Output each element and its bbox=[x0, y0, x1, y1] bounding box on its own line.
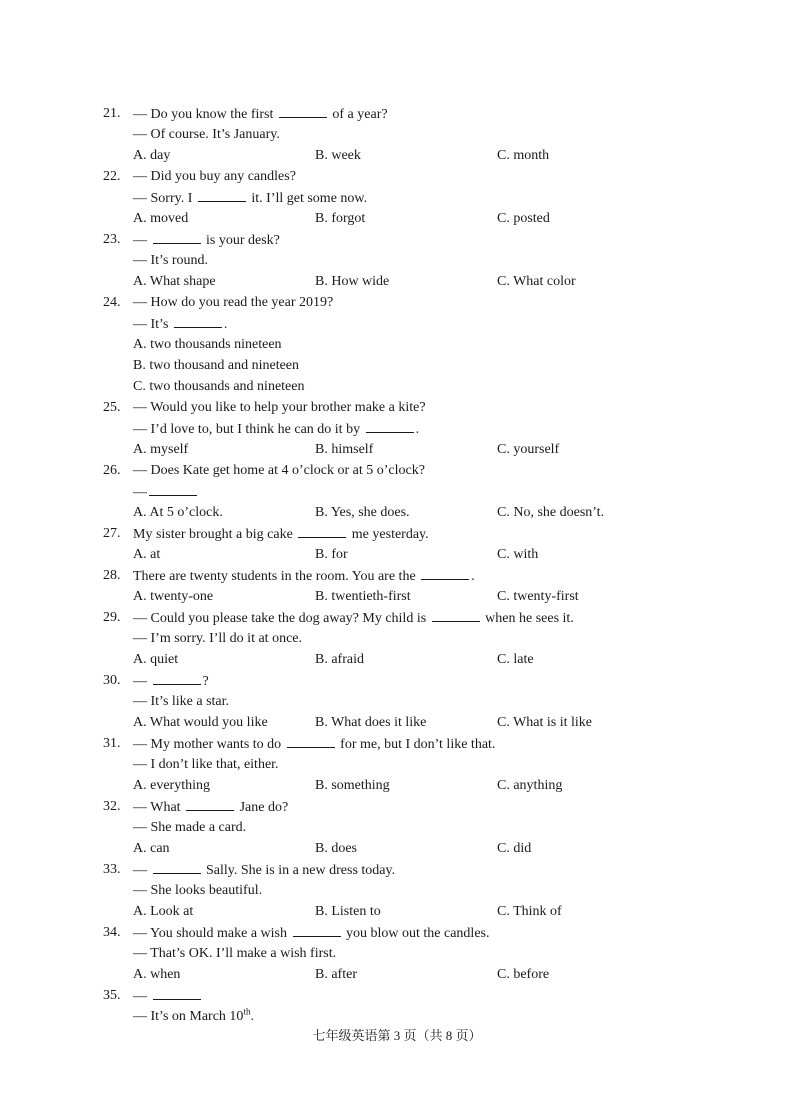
option-b[interactable]: B. week bbox=[315, 148, 361, 163]
question-text: — It’s on March 10 bbox=[133, 1009, 244, 1024]
answer-blank bbox=[432, 607, 480, 622]
question-line bbox=[133, 103, 388, 124]
option-c[interactable]: C. with bbox=[497, 547, 539, 562]
question-text: is your desk? bbox=[202, 233, 280, 248]
question-line bbox=[133, 565, 475, 586]
question-line bbox=[133, 481, 199, 502]
question-line bbox=[133, 313, 227, 334]
question-text: — I’m sorry. I’ll do it at once. bbox=[133, 631, 302, 646]
question-number: 22. bbox=[103, 169, 121, 184]
question-line bbox=[133, 418, 419, 439]
question-text: . bbox=[415, 422, 420, 437]
question-text: — You should make a wish bbox=[133, 926, 291, 941]
option-a[interactable]: A. quiet bbox=[133, 652, 179, 667]
option-a[interactable]: A. Look at bbox=[133, 904, 194, 919]
question-text: — I’d love to, but I think he can do it by bbox=[133, 422, 364, 437]
question-line bbox=[133, 229, 280, 250]
answer-blank bbox=[366, 418, 414, 433]
option-a[interactable]: A. What would you like bbox=[133, 715, 268, 730]
option-b[interactable]: B. How wide bbox=[315, 274, 390, 289]
question-line bbox=[133, 292, 333, 313]
question-number: 35. bbox=[103, 988, 121, 1003]
question-text: — My mother wants to do bbox=[133, 737, 285, 752]
question-text: Sally. She is in a new dress today. bbox=[202, 863, 396, 878]
question-text: — That’s OK. I’ll make a wish first. bbox=[133, 946, 337, 961]
question-text: ? bbox=[202, 674, 209, 689]
question-line bbox=[133, 523, 429, 544]
option-a[interactable]: A. everything bbox=[133, 778, 210, 793]
question-text: — What bbox=[133, 800, 185, 815]
question-text: of a year? bbox=[328, 107, 388, 122]
question-line bbox=[133, 859, 395, 880]
question-number: 32. bbox=[103, 799, 121, 814]
question-line bbox=[133, 733, 495, 754]
question-text: — It’s like a star. bbox=[133, 694, 230, 709]
question-number: 25. bbox=[103, 400, 121, 415]
question-text: — She looks beautiful. bbox=[133, 883, 263, 898]
question-text: — How do you read the year 2019? bbox=[133, 295, 334, 310]
option-b[interactable]: B. afraid bbox=[315, 652, 364, 667]
question-text: — It’s bbox=[133, 317, 172, 332]
question-text: — bbox=[133, 989, 151, 1004]
option-c[interactable]: C. What is it like bbox=[497, 715, 593, 730]
question-line bbox=[133, 628, 302, 649]
question-text: — Would you like to help your brother make a kite? bbox=[133, 400, 426, 415]
question-text: — bbox=[133, 863, 151, 878]
answer-blank bbox=[153, 229, 201, 244]
option-b[interactable]: B. Yes, she does. bbox=[315, 505, 410, 520]
question-text: — Could you please take the dog away? My child is bbox=[133, 611, 430, 626]
option-b[interactable]: B. something bbox=[315, 778, 390, 793]
option-a[interactable]: A. day bbox=[133, 148, 171, 163]
option-b[interactable]: B. after bbox=[315, 967, 357, 982]
question-line bbox=[133, 166, 296, 187]
option-b[interactable]: B. twentieth-first bbox=[315, 589, 411, 604]
option-b[interactable]: B. himself bbox=[315, 442, 374, 457]
question-line bbox=[133, 691, 229, 712]
answer-blank bbox=[149, 481, 197, 496]
option-a[interactable]: A. myself bbox=[133, 442, 189, 457]
question-number: 29. bbox=[103, 610, 121, 625]
question-text: — bbox=[133, 485, 147, 500]
answer-blank bbox=[153, 859, 201, 874]
option-a[interactable]: A. can bbox=[133, 841, 170, 856]
option-c[interactable]: C. before bbox=[497, 967, 550, 982]
answer-blank bbox=[153, 670, 201, 685]
option-c[interactable]: C. yourself bbox=[497, 442, 560, 457]
question-text: — bbox=[133, 674, 151, 689]
option-b[interactable]: B. for bbox=[315, 547, 348, 562]
answer-blank bbox=[198, 187, 246, 202]
question-line bbox=[133, 250, 208, 271]
question-number: 31. bbox=[103, 736, 121, 751]
option-a[interactable]: A. What shape bbox=[133, 274, 216, 289]
option-a[interactable]: A. at bbox=[133, 547, 161, 562]
question-line bbox=[133, 460, 425, 481]
question-line bbox=[133, 817, 246, 838]
question-text: My sister brought a big cake bbox=[133, 527, 297, 542]
question-line bbox=[133, 880, 262, 901]
question-number: 33. bbox=[103, 862, 121, 877]
question-text: Jane do? bbox=[236, 800, 289, 815]
option-a[interactable]: A. moved bbox=[133, 211, 189, 226]
answer-blank bbox=[287, 733, 335, 748]
question-text: — She made a card. bbox=[133, 820, 247, 835]
question-line bbox=[133, 670, 209, 691]
answer-blank bbox=[298, 523, 346, 538]
option-c[interactable]: C. two thousands and nineteen bbox=[133, 379, 305, 394]
option-c[interactable]: C. No, she doesn’t. bbox=[497, 505, 605, 520]
question-line bbox=[133, 607, 574, 628]
option-b[interactable]: B. does bbox=[315, 841, 357, 856]
question-text: . bbox=[250, 1009, 254, 1024]
question-text: There are twenty students in the room. You are the bbox=[133, 569, 420, 584]
question-text: . bbox=[223, 317, 228, 332]
question-text: you blow out the candles. bbox=[342, 926, 490, 941]
answer-blank bbox=[421, 565, 469, 580]
page-footer: 七年级英语第 3 页（共 8 页） bbox=[312, 1028, 482, 1043]
question-text: for me, but I don’t like that. bbox=[336, 737, 496, 752]
question-line bbox=[133, 1006, 254, 1027]
question-text: it. I’ll get some now. bbox=[247, 191, 368, 206]
question-line bbox=[133, 985, 203, 1006]
question-line bbox=[133, 922, 490, 943]
option-c[interactable]: C. did bbox=[497, 841, 532, 856]
question-text: — bbox=[133, 233, 151, 248]
question-number: 30. bbox=[103, 673, 121, 688]
ordinal-suffix: th bbox=[243, 1006, 251, 1017]
question-text: — I don’t like that, either. bbox=[133, 757, 279, 772]
answer-blank bbox=[186, 796, 234, 811]
option-a[interactable]: A. when bbox=[133, 967, 181, 982]
question-text: — Does Kate get home at 4 o’clock or at 5 o’clock? bbox=[133, 463, 425, 478]
question-text: — It’s round. bbox=[133, 253, 209, 268]
option-a[interactable]: A. twenty-one bbox=[133, 589, 214, 604]
option-c[interactable]: C. month bbox=[497, 148, 550, 163]
answer-blank bbox=[293, 922, 341, 937]
question-line bbox=[133, 187, 367, 208]
question-text: — Of course. It’s January. bbox=[133, 127, 280, 142]
answer-blank bbox=[174, 313, 222, 328]
option-c[interactable]: C. anything bbox=[497, 778, 563, 793]
question-number: 28. bbox=[103, 568, 121, 583]
question-text: — Do you know the first bbox=[133, 107, 277, 122]
question-number: 26. bbox=[103, 463, 121, 478]
option-b[interactable]: B. two thousand and nineteen bbox=[133, 358, 300, 373]
option-c[interactable]: C. What color bbox=[497, 274, 576, 289]
question-number: 23. bbox=[103, 232, 121, 247]
option-b[interactable]: B. forgot bbox=[315, 211, 366, 226]
question-line bbox=[133, 124, 280, 145]
question-number: 24. bbox=[103, 295, 121, 310]
option-c[interactable]: C. twenty-first bbox=[497, 589, 579, 604]
option-c[interactable]: C. posted bbox=[497, 211, 550, 226]
question-line bbox=[133, 397, 426, 418]
question-number: 21. bbox=[103, 106, 121, 121]
question-text: — Sorry. I bbox=[133, 191, 196, 206]
question-number: 34. bbox=[103, 925, 121, 940]
question-text: when he sees it. bbox=[481, 611, 574, 626]
option-b[interactable]: B. What does it like bbox=[315, 715, 427, 730]
option-c[interactable]: C. late bbox=[497, 652, 534, 667]
option-a[interactable]: A. At 5 o’clock. bbox=[133, 505, 223, 520]
option-b[interactable]: B. Listen to bbox=[315, 904, 381, 919]
question-line bbox=[133, 796, 288, 817]
question-number: 27. bbox=[103, 526, 121, 541]
question-text: — Did you buy any candles? bbox=[133, 169, 296, 184]
question-line bbox=[133, 754, 279, 775]
answer-blank bbox=[279, 103, 327, 118]
question-text: me yesterday. bbox=[348, 527, 429, 542]
question-line bbox=[133, 943, 336, 964]
answer-blank bbox=[153, 985, 201, 1000]
question-text: . bbox=[471, 569, 475, 584]
option-a[interactable]: A. two thousands nineteen bbox=[133, 337, 282, 352]
option-c[interactable]: C. Think of bbox=[497, 904, 562, 919]
